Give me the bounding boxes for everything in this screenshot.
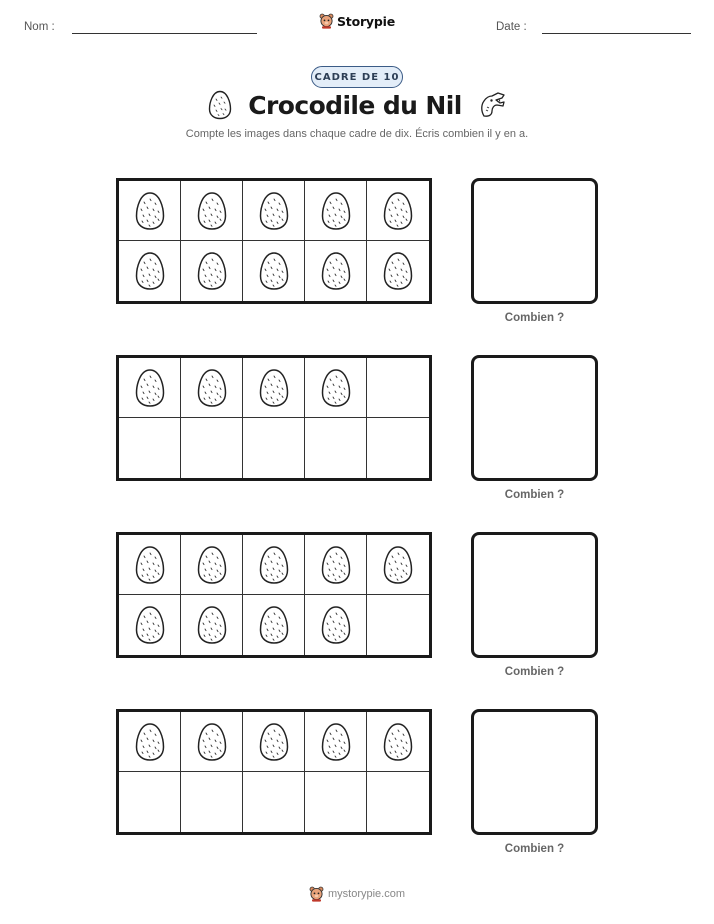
ten-frame-cell <box>305 712 367 772</box>
ten-frame-cell <box>367 418 429 478</box>
ten-frame-cell <box>305 595 367 655</box>
ten-frame-cell <box>243 241 305 301</box>
date-line[interactable] <box>542 33 691 34</box>
ten-frame-cell <box>243 418 305 478</box>
name-label: Nom : <box>24 21 55 33</box>
answer-label: Combien ? <box>504 489 565 501</box>
egg-icon <box>382 545 414 585</box>
egg-icon <box>258 368 290 408</box>
egg-icon <box>320 368 352 408</box>
ten-frame-cell <box>181 535 243 595</box>
egg-icon <box>258 191 290 231</box>
ten-frame-cell <box>367 772 429 832</box>
egg-icon <box>382 251 414 291</box>
footer <box>0 886 714 907</box>
ten-frame-cell <box>305 535 367 595</box>
egg-icon <box>320 191 352 231</box>
egg-icon <box>134 545 166 585</box>
egg-icon <box>196 251 228 291</box>
ten-frame-cell <box>305 418 367 478</box>
ten-frame-cell <box>243 772 305 832</box>
egg-icon <box>134 605 166 645</box>
egg-icon <box>258 545 290 585</box>
ten-frame-cell <box>243 712 305 772</box>
egg-icon <box>134 368 166 408</box>
page-title: Crocodile du Nil <box>248 90 462 120</box>
egg-icon <box>320 545 352 585</box>
ten-frame-cell <box>181 772 243 832</box>
ten-frame-cell <box>181 712 243 772</box>
ten-frame-cell <box>367 181 429 241</box>
brand-name: Storypie <box>337 13 395 29</box>
egg-icon <box>196 191 228 231</box>
egg-icon <box>320 722 352 762</box>
ten-frame-cell <box>119 181 181 241</box>
egg-icon <box>382 722 414 762</box>
worksheet-type-badge: CADRE DE 10 <box>311 66 403 88</box>
answer-label: Combien ? <box>504 843 565 855</box>
crocodile-head-icon <box>478 91 506 119</box>
ten-frame-cell <box>367 595 429 655</box>
footer-site: mystorypie.com <box>327 888 406 900</box>
answer-box-4[interactable] <box>471 709 598 835</box>
egg-icon <box>196 545 228 585</box>
ten-frame-cell <box>119 535 181 595</box>
ten-frame-cell <box>305 181 367 241</box>
egg-icon <box>196 605 228 645</box>
egg-icon <box>382 191 414 231</box>
ten-frame-cell <box>119 712 181 772</box>
ten-frame-cell <box>243 181 305 241</box>
answer-label: Combien ? <box>504 666 565 678</box>
ten-frame-cell <box>305 772 367 832</box>
ten-frame-cell <box>243 595 305 655</box>
ten-frame-cell <box>181 181 243 241</box>
answer-label: Combien ? <box>504 312 565 324</box>
ten-frame-cell <box>305 241 367 301</box>
egg-icon <box>134 191 166 231</box>
ten-frame-cell <box>181 418 243 478</box>
ten-frame-cell <box>367 358 429 418</box>
title-row <box>0 90 714 125</box>
egg-icon <box>320 251 352 291</box>
answer-box-3[interactable] <box>471 532 598 658</box>
brand-logo <box>0 13 714 34</box>
date-label: Date : <box>496 21 527 33</box>
egg-icon <box>134 251 166 291</box>
ten-frame-cell <box>181 241 243 301</box>
ten-frame-1 <box>116 178 432 304</box>
ten-frame-4 <box>116 709 432 835</box>
ten-frame-cell <box>305 358 367 418</box>
egg-icon <box>320 605 352 645</box>
ten-frame-cell <box>367 712 429 772</box>
ten-frame-cell <box>119 358 181 418</box>
ten-frame-cell <box>119 772 181 832</box>
egg-icon <box>258 251 290 291</box>
ten-frame-cell <box>119 241 181 301</box>
ten-frame-cell <box>367 241 429 301</box>
answer-box-2[interactable] <box>471 355 598 481</box>
storypie-mascot-icon <box>319 13 334 29</box>
ten-frame-cell <box>181 358 243 418</box>
ten-frame-cell <box>119 595 181 655</box>
ten-frame-2 <box>116 355 432 481</box>
storypie-mascot-icon <box>309 886 324 902</box>
ten-frame-cell <box>243 535 305 595</box>
egg-icon <box>258 722 290 762</box>
egg-icon <box>196 722 228 762</box>
ten-frame-cell <box>367 535 429 595</box>
egg-icon <box>134 722 166 762</box>
egg-icon <box>208 90 232 120</box>
egg-icon <box>258 605 290 645</box>
answer-box-1[interactable] <box>471 178 598 304</box>
ten-frame-cell <box>181 595 243 655</box>
ten-frame-cell <box>119 418 181 478</box>
egg-icon <box>196 368 228 408</box>
instructions: Compte les images dans chaque cadre de dix. Écris combien il y en a. <box>185 128 529 140</box>
ten-frame-3 <box>116 532 432 658</box>
ten-frame-cell <box>243 358 305 418</box>
